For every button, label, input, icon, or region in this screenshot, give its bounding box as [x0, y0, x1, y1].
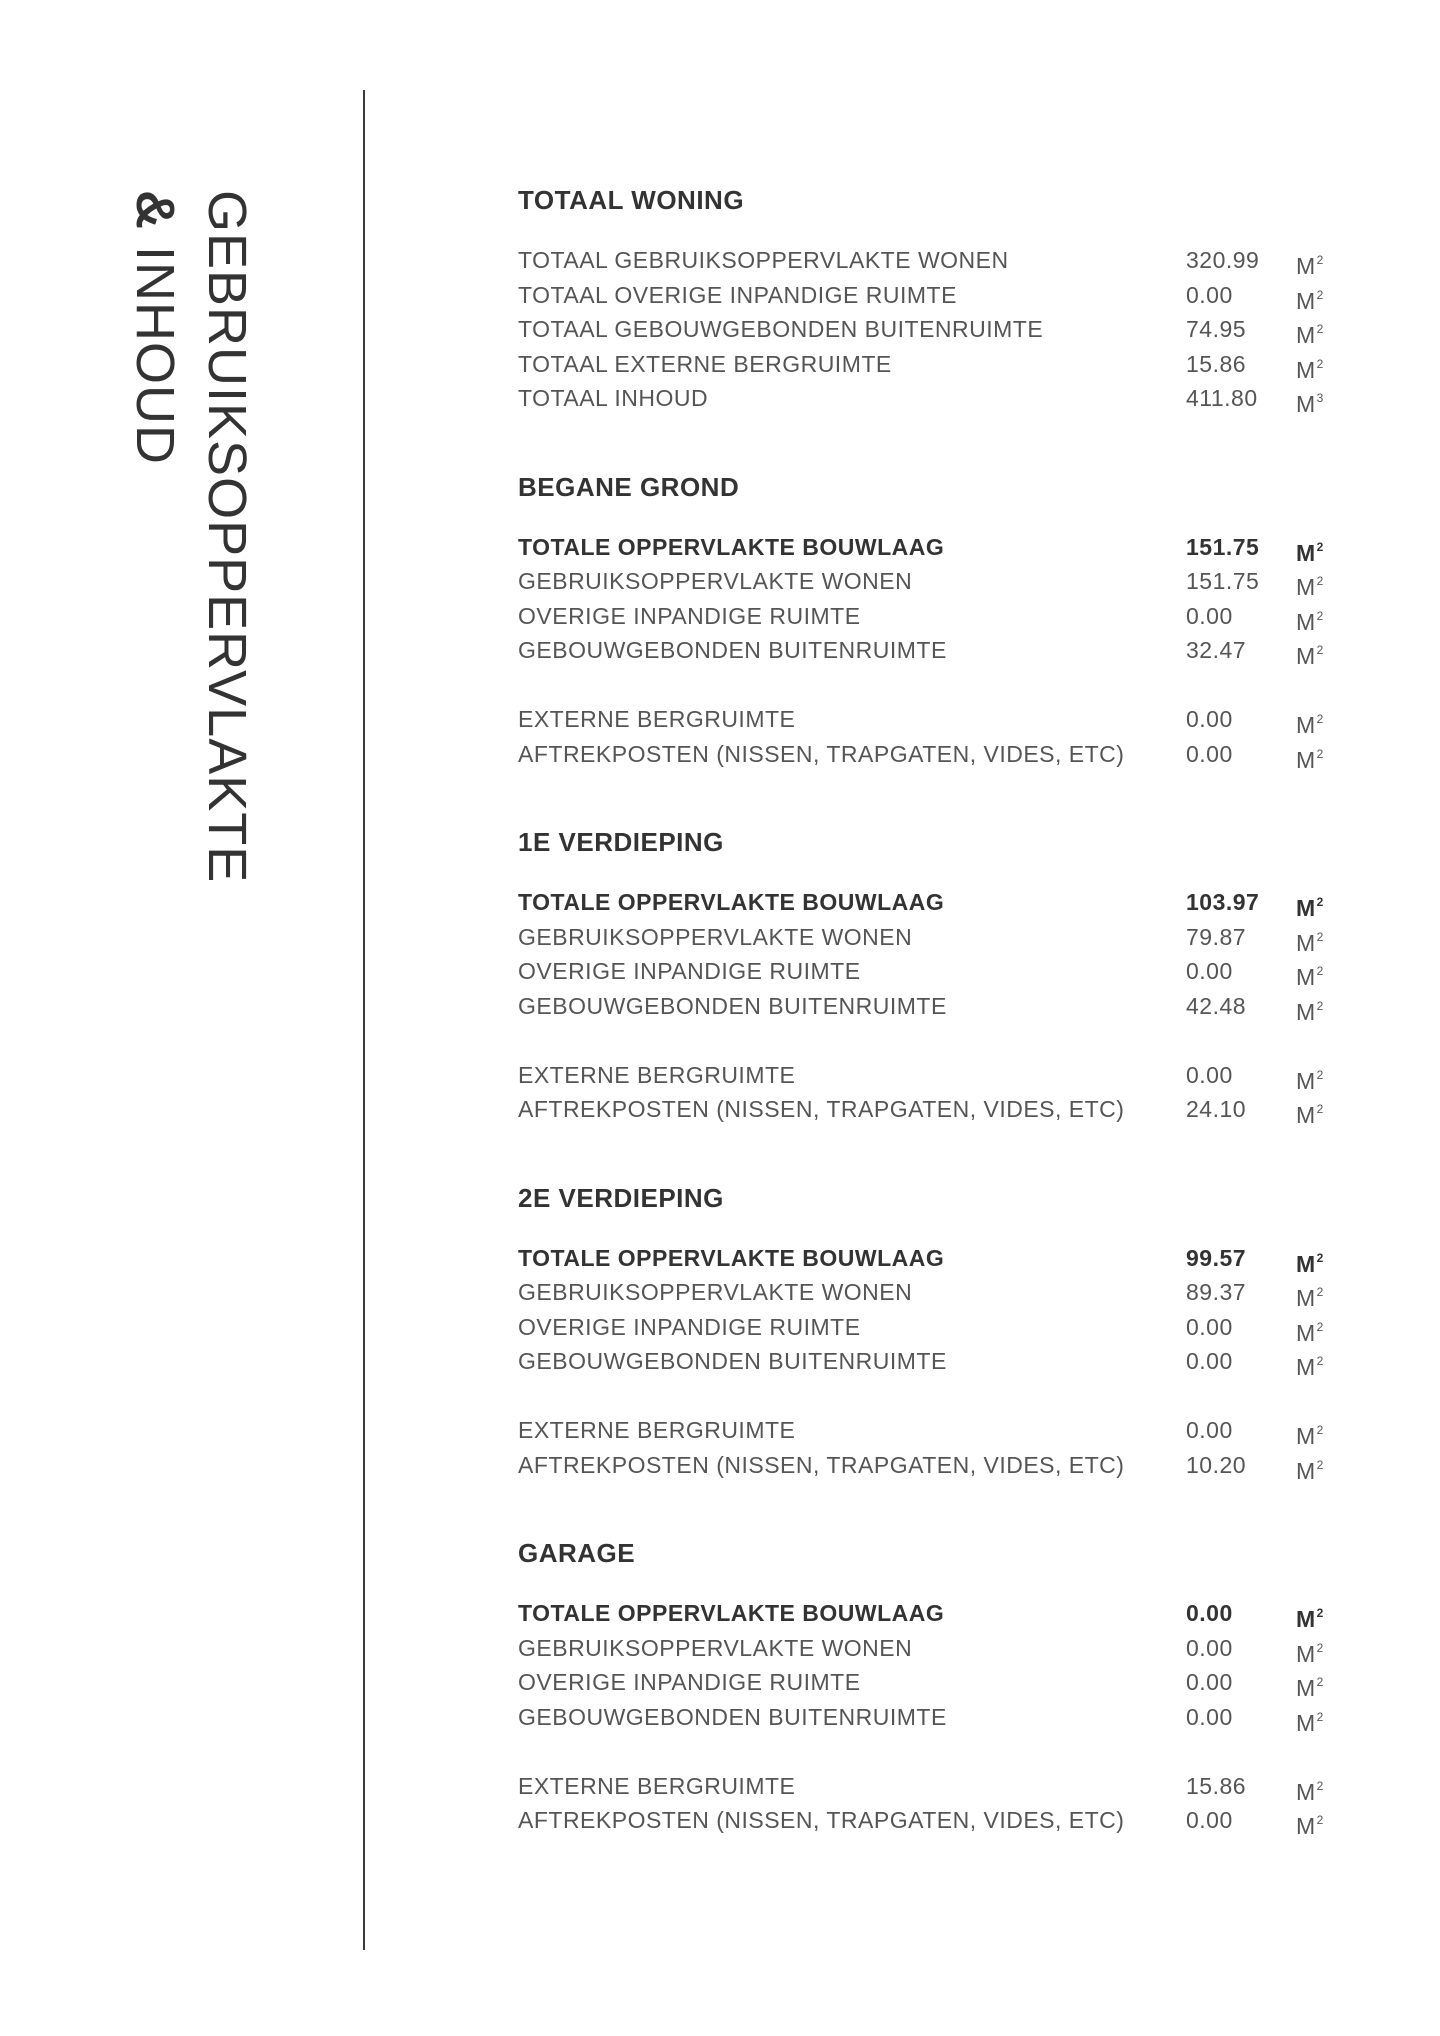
row-value: 0.00: [1186, 1061, 1233, 1088]
row-value: 0.00: [1186, 1348, 1233, 1374]
row-value: 0.00: [1186, 1807, 1233, 1833]
row-unit: $M^2$: [1296, 356, 1324, 383]
table-row: [518, 1344, 1338, 1379]
row-label: GEBOUWGEBONDEN BUITENRUIMTE: [518, 1703, 947, 1730]
content: [518, 183, 1338, 1892]
row-unit: $M^2$: [1296, 1606, 1324, 1632]
table-row: [518, 1058, 1338, 1093]
table-row: [518, 1413, 1338, 1448]
row-value: 15.86: [1186, 350, 1247, 377]
row-value: 0.00: [1186, 740, 1233, 767]
row-value: 151.75: [1186, 533, 1260, 560]
row-unit: $M^2$: [1296, 1423, 1324, 1449]
row-value: 0.00: [1186, 1669, 1233, 1695]
row-unit: $M^2$: [1296, 998, 1324, 1025]
row-label: TOTAAL OVERIGE INPANDIGE RUIMTE: [518, 281, 957, 308]
row-unit: $M^2$: [1296, 1675, 1324, 1701]
table-row: [518, 737, 1338, 772]
row-value: 24.10: [1186, 1096, 1247, 1122]
row-label: TOTAAL GEBOUWGEBONDEN BUITENRUIMTE: [518, 316, 1044, 342]
row-value: 89.37: [1186, 1279, 1247, 1305]
table-row-total: [518, 530, 1338, 565]
table-row: [518, 954, 1338, 989]
row-label: OVERIGE INPANDIGE RUIMTE: [518, 1669, 861, 1695]
table-row: [518, 1275, 1338, 1310]
row-label: EXTERNE BERGRUIMTE: [518, 1417, 796, 1443]
row-label: AFTREKPOSTEN (NISSEN, TRAPGATEN, VIDES, ETC): [518, 740, 1125, 767]
section-title: BEGANE GROND: [518, 471, 740, 502]
row-unit: $M^2$: [1296, 643, 1324, 669]
row-unit: $M^2$: [1296, 574, 1324, 600]
table-row: [518, 564, 1338, 599]
table-row: [518, 1803, 1338, 1838]
row-value: 0.00: [1186, 1634, 1233, 1661]
row-label: AFTREKPOSTEN (NISSEN, TRAPGATEN, VIDES, ETC): [518, 1451, 1125, 1478]
section-1e-verdieping: [518, 825, 1338, 1127]
row-value: 0.00: [1186, 1313, 1233, 1340]
section-title: 2E VERDIEPING: [518, 1182, 724, 1213]
section-title: GARAGE: [518, 1538, 636, 1568]
table-row: [518, 278, 1338, 313]
table-row: [518, 989, 1338, 1024]
table-row: [518, 702, 1338, 737]
page-title-line2-text: INHOUD: [125, 246, 185, 466]
row-label: TOTALE OPPERVLAKTE BOUWLAAG: [518, 889, 945, 915]
row-unit: $M^2$: [1296, 287, 1324, 314]
table-row: [518, 599, 1338, 634]
row-value: 411.80: [1186, 385, 1258, 411]
row-value: 320.99: [1186, 247, 1260, 273]
row-label: GEBOUWGEBONDEN BUITENRUIMTE: [518, 637, 947, 663]
table-row: [518, 243, 1338, 278]
section-2e-verdieping: [518, 1181, 1338, 1483]
row-spacer: [518, 1379, 1338, 1414]
section-title: 1E VERDIEPING: [518, 827, 724, 857]
row-label: OVERIGE INPANDIGE RUIMTE: [518, 1313, 861, 1340]
row-label: EXTERNE BERGRUIMTE: [518, 706, 796, 732]
section-title: TOTAAL WONING: [518, 185, 745, 215]
table-row: [518, 633, 1338, 668]
table-row: [518, 1700, 1338, 1735]
row-unit: $M^2$: [1296, 1285, 1324, 1311]
section-begane-grond: [518, 470, 1338, 772]
row-value: 74.95: [1186, 316, 1247, 342]
row-unit: $M^2$: [1296, 1457, 1324, 1484]
row-value: 103.97: [1186, 889, 1260, 915]
row-label: TOTAAL GEBRUIKSOPPERVLAKTE WONEN: [518, 247, 1009, 273]
row-value: 32.47: [1186, 637, 1247, 663]
row-unit: $M^2$: [1296, 1354, 1324, 1380]
row-value: 151.75: [1186, 568, 1260, 594]
row-unit: $M^2$: [1296, 1813, 1324, 1839]
row-label: AFTREKPOSTEN (NISSEN, TRAPGATEN, VIDES, ETC): [518, 1807, 1125, 1833]
row-label: GEBOUWGEBONDEN BUITENRUIMTE: [518, 992, 947, 1019]
row-unit: $M^2$: [1296, 746, 1324, 773]
page-title-line2: [125, 190, 185, 466]
vertical-divider: [363, 90, 365, 1950]
row-unit: $M^2$: [1296, 1250, 1324, 1277]
row-label: GEBOUWGEBONDEN BUITENRUIMTE: [518, 1348, 947, 1374]
row-label: GEBRUIKSOPPERVLAKTE WONEN: [518, 1279, 913, 1305]
table-row: [518, 312, 1338, 347]
row-label: GEBRUIKSOPPERVLAKTE WONEN: [518, 568, 913, 594]
row-unit: $M^3$: [1296, 391, 1324, 417]
row-label: AFTREKPOSTEN (NISSEN, TRAPGATEN, VIDES, ETC): [518, 1096, 1125, 1122]
row-value: 0.00: [1186, 1703, 1233, 1730]
row-label: OVERIGE INPANDIGE RUIMTE: [518, 602, 861, 629]
page-title-line1: GEBRUIKSOPPERVLAKTE: [197, 190, 257, 884]
row-unit: $M^2$: [1296, 608, 1324, 635]
row-unit: $M^2$: [1296, 1319, 1324, 1346]
row-value: 15.86: [1186, 1772, 1247, 1799]
table-row: [518, 381, 1338, 416]
table-row-total: [518, 1596, 1338, 1631]
table-row: [518, 1665, 1338, 1700]
table-row: [518, 1092, 1338, 1127]
page-title: [60, 190, 260, 970]
row-value: 0.00: [1186, 706, 1233, 732]
row-value: 99.57: [1186, 1244, 1247, 1271]
row-label: TOTAAL INHOUD: [518, 385, 709, 411]
row-label: TOTALE OPPERVLAKTE BOUWLAAG: [518, 1244, 945, 1271]
row-label: TOTALE OPPERVLAKTE BOUWLAAG: [518, 1600, 945, 1626]
row-unit: $M^2$: [1296, 322, 1324, 348]
row-label: GEBRUIKSOPPERVLAKTE WONEN: [518, 1634, 913, 1661]
row-unit: $M^2$: [1296, 929, 1324, 956]
row-unit: $M^2$: [1296, 1640, 1324, 1667]
row-label: OVERIGE INPANDIGE RUIMTE: [518, 958, 861, 984]
row-unit: $M^2$: [1296, 712, 1324, 738]
row-value: 0.00: [1186, 1600, 1233, 1626]
table-row: [518, 1448, 1338, 1483]
table-row-total: [518, 1241, 1338, 1276]
row-label: GEBRUIKSOPPERVLAKTE WONEN: [518, 923, 913, 950]
row-spacer: [518, 1023, 1338, 1058]
row-value: 10.20: [1186, 1451, 1247, 1478]
section-garage: [518, 1536, 1338, 1838]
row-unit: $M^2$: [1296, 964, 1324, 990]
row-value: 79.87: [1186, 923, 1247, 950]
page-title-ampersand: &: [125, 190, 185, 230]
row-unit: $M^2$: [1296, 539, 1324, 566]
row-unit: $M^2$: [1296, 1102, 1324, 1128]
table-row: [518, 1310, 1338, 1345]
row-unit: $M^2$: [1296, 895, 1324, 921]
row-unit: $M^2$: [1296, 1709, 1324, 1736]
row-value: 42.48: [1186, 992, 1247, 1019]
row-value: 0.00: [1186, 958, 1233, 984]
row-value: 0.00: [1186, 1417, 1233, 1443]
row-label: EXTERNE BERGRUIMTE: [518, 1061, 796, 1088]
row-label: EXTERNE BERGRUIMTE: [518, 1772, 796, 1799]
row-unit: $M^2$: [1296, 1067, 1324, 1094]
row-value: 0.00: [1186, 602, 1233, 629]
table-row: [518, 1769, 1338, 1804]
table-row: [518, 347, 1338, 382]
table-row: [518, 1631, 1338, 1666]
row-value: 0.00: [1186, 281, 1233, 308]
row-unit: $M^2$: [1296, 1778, 1324, 1805]
row-unit: $M^2$: [1296, 253, 1324, 279]
table-row-total: [518, 885, 1338, 920]
row-spacer: [518, 668, 1338, 703]
row-label: TOTALE OPPERVLAKTE BOUWLAAG: [518, 533, 945, 560]
table-row: [518, 920, 1338, 955]
section-totaal-woning: [518, 183, 1338, 416]
row-spacer: [518, 1734, 1338, 1769]
row-label: TOTAAL EXTERNE BERGRUIMTE: [518, 350, 892, 377]
